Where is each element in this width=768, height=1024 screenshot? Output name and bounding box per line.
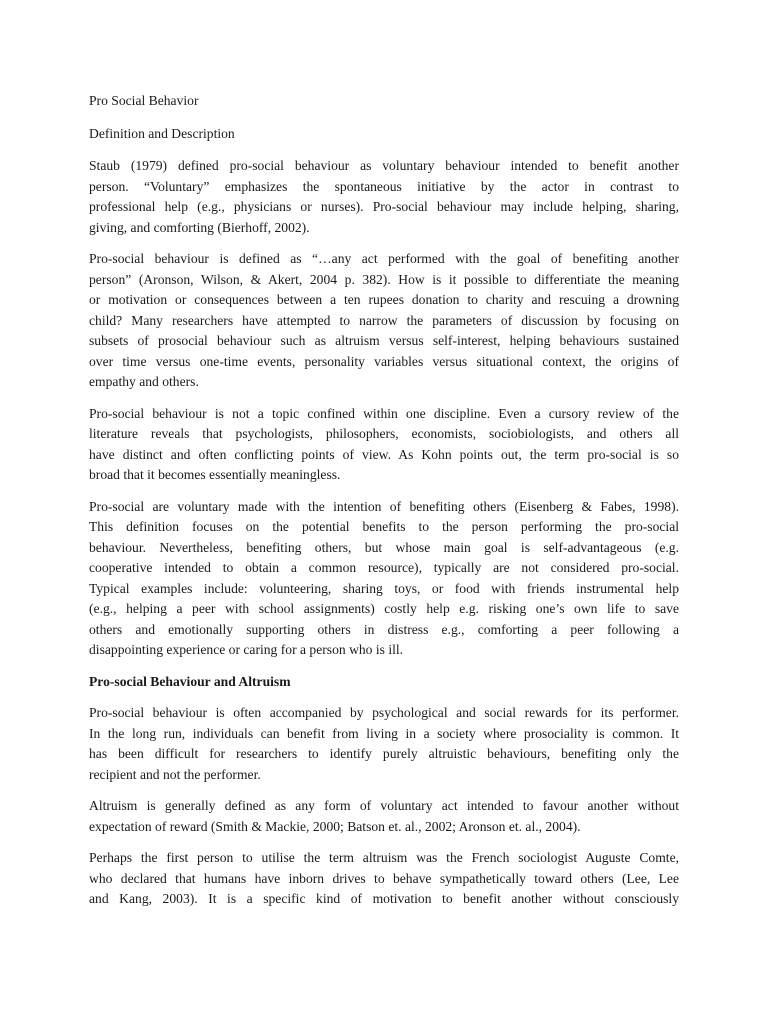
paragraph [89, 404, 679, 486]
paragraph-line: or motivation or consequences between a ten rupees donation to charity and rescuing a drowning [89, 292, 679, 307]
paragraph-line: literature reveals that psychologists, philosophers, economists, sociobiologists, and others all [89, 426, 679, 441]
paragraph-line: Pro-social are voluntary made with the intention of benefiting others (Eisenberg & Fabes, 1998). [89, 498, 679, 514]
paragraph-line: recipient and not the performer. [89, 766, 261, 782]
document-subtitle: Definition and Description [89, 125, 235, 141]
section-definition [89, 156, 679, 672]
paragraph-line: has been difficult for researchers to identify purely altruistic behaviours, benefiting only the [89, 746, 679, 761]
paragraph-line: behaviour. Nevertheless, benefiting others, but whose main goal is self-advantageous (e.g. [89, 539, 679, 555]
paragraph-line: This definition focuses on the potential benefits to the person performing the pro-social [89, 519, 679, 534]
paragraph-line: In the long run, individuals can benefit from living in a society where prosociality is common. It [89, 725, 679, 741]
paragraph-line: expectation of reward (Smith & Mackie, 2000; Batson et. al., 2002; Aronson et. al., 2004). [89, 818, 581, 834]
paragraph-line: empathy and others. [89, 374, 199, 389]
paragraph-line: Typical examples include: volunteering, sharing toys, or food with friends instrumental help [89, 580, 679, 596]
document-page [89, 91, 679, 910]
paragraph-line: subsets of prosocial behaviour such as altruism versus self-interest, helping behaviours sustained [89, 333, 679, 348]
paragraph-line: have distinct and often conflicting points of view. As Kohn points out, the term pro-social is so [89, 446, 679, 462]
paragraph-line: who declared that humans have inborn drives to behave sympathetically toward others (Lee, Lee [89, 870, 679, 886]
paragraph-line: over time versus one-time events, personality variables versus situational context, the origins of [89, 353, 679, 369]
document-title: Pro Social Behavior [89, 93, 199, 108]
paragraph-line: giving, and comforting (Bierhoff, 2002). [89, 219, 310, 235]
paragraph-line: Altruism is generally defined as any form of voluntary act intended to favour another without [89, 798, 679, 813]
paragraph-line: and Kang, 2003). It is a specific kind of motivation to benefit another without consciously [89, 891, 679, 906]
paragraph-line: Perhaps the first person to utilise the term altruism was the French sociologist Auguste Comte, [89, 850, 679, 865]
paragraph [89, 848, 679, 910]
paragraph-line: others and emotionally supporting others in distress e.g., comforting a peer following a [89, 621, 679, 637]
paragraph [89, 796, 679, 837]
paragraph [89, 703, 679, 785]
section-altruism [89, 703, 679, 910]
paragraph-line: cooperative intended to obtain a common resource), typically are not considered pro-social. [89, 560, 679, 575]
paragraph-line: Pro-social behaviour is often accompanied by psychological and social rewards for its performer. [89, 705, 679, 720]
paragraph-line: person. “Voluntary” emphasizes the spontaneous initiative by the actor in contrast to [89, 178, 679, 194]
section-heading: Pro-social Behaviour and Altruism [89, 673, 291, 689]
paragraph-line: professional help (e.g., physicians or nurses). Pro-social behaviour may include helping, sharing, [89, 199, 679, 214]
paragraph [89, 497, 679, 661]
paragraph-line: person” (Aronson, Wilson, & Akert, 2004 p. 382). How is it possible to differentiate the meaning [89, 271, 679, 287]
paragraph-line: Pro-social behaviour is not a topic confined within one discipline. Even a cursory review of the [89, 405, 679, 421]
paragraph-line: Pro-social behaviour is defined as “…any act performed with the goal of benefiting another [89, 251, 679, 266]
paragraph [89, 249, 679, 393]
paragraph-line: Staub (1979) defined pro-social behaviour as voluntary behaviour intended to benefit another [89, 158, 679, 173]
paragraph [89, 156, 679, 238]
paragraph-line: broad that it becomes essentially meaningless. [89, 467, 341, 482]
paragraph-line: child? Many researchers have attempted to narrow the parameters of discussion by focusing on [89, 312, 679, 328]
paragraph-line: disappointing experience or caring for a person who is ill. [89, 642, 404, 657]
paragraph-line: (e.g., helping a peer with school assignments) costly help e.g. risking one’s own life to save [89, 601, 679, 616]
